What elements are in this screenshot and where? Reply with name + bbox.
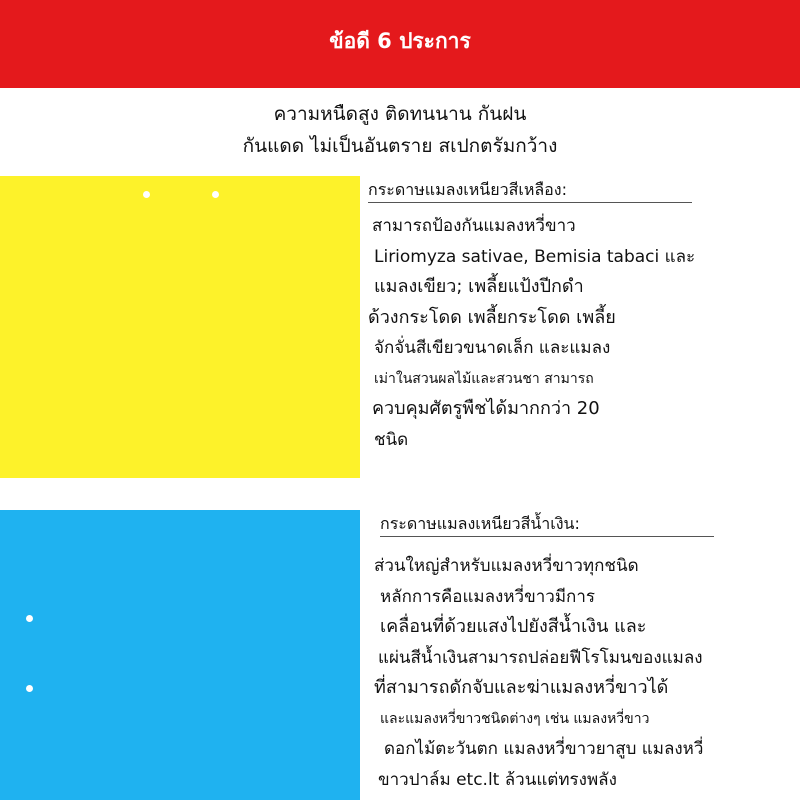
description-line: จักจั่นสีเขียวขนาดเล็ก และแมลง: [374, 338, 611, 358]
blue-board-title: กระดาษแมลงเหนียวสีน้ำเงิน:: [380, 512, 714, 537]
hang-hole: [143, 191, 150, 198]
description-line: เม่าในสวนผลไม้และสวนชา สามารถ: [374, 370, 594, 387]
description-line: ที่สามารถดักจับและฆ่าแมลงหวี่ขาวได้: [374, 677, 669, 698]
description-line: หลักการคือแมลงหวี่ขาวมีการ: [380, 586, 595, 607]
intro-line: กันแดด ไม่เป็นอันตราย สเปกตรัมกว้าง: [242, 135, 558, 157]
header-title: ข้อดี 6 ประการ: [329, 28, 471, 53]
description-line: เคลื่อนที่ด้วยแสงไปยังสีน้ำเงิน และ: [380, 616, 647, 637]
description-line: สามารถป้องกันแมลงหวี่ขาว: [372, 216, 576, 236]
yellow-sticky-trap-image: [0, 176, 360, 478]
blue-board-description: [368, 512, 800, 795]
yellow-board-description: [368, 178, 800, 455]
description-line: แผ่นสีน้ำเงินสามารถปล่อยฟีโรโมนของแมลง: [378, 647, 703, 668]
description-line: Liriomyza sativae, Bemisia tabaci และ: [374, 246, 696, 267]
description-line: ขาวปาล์ม etc.lt ล้วนแต่ทรงพลัง: [378, 769, 617, 790]
hang-hole: [26, 685, 33, 692]
description-line: ดอกไม้ตะวันตก แมลงหวี่ขาวยาสูบ แมลงหวี่: [384, 739, 704, 759]
hang-hole: [26, 615, 33, 622]
yellow-board-title: กระดาษแมลงเหนียวสีเหลือง:: [368, 178, 692, 203]
description-line: แมลงเขียว; เพลี้ยแป้งปีกดำ: [374, 276, 584, 297]
description-line: ชนิด: [374, 429, 409, 450]
header-banner: [0, 0, 800, 88]
intro-text: [0, 98, 800, 162]
intro-line: ความหนืดสูง ติดทนนาน กันฝน: [273, 103, 527, 125]
description-line: ด้วงกระโดด เพลี้ยกระโดด เพลี้ย: [368, 306, 616, 328]
description-line: ควบคุมศัตรูพืชได้มากกว่า 20: [372, 398, 600, 419]
hang-hole: [212, 191, 219, 198]
blue-sticky-trap-image: [0, 510, 360, 800]
description-line: และแมลงหวี่ขาวชนิดต่างๆ เช่น แมลงหวี่ขาว: [380, 710, 650, 727]
description-line: ส่วนใหญ่สำหรับแมลงหวี่ขาวทุกชนิด: [374, 556, 639, 576]
